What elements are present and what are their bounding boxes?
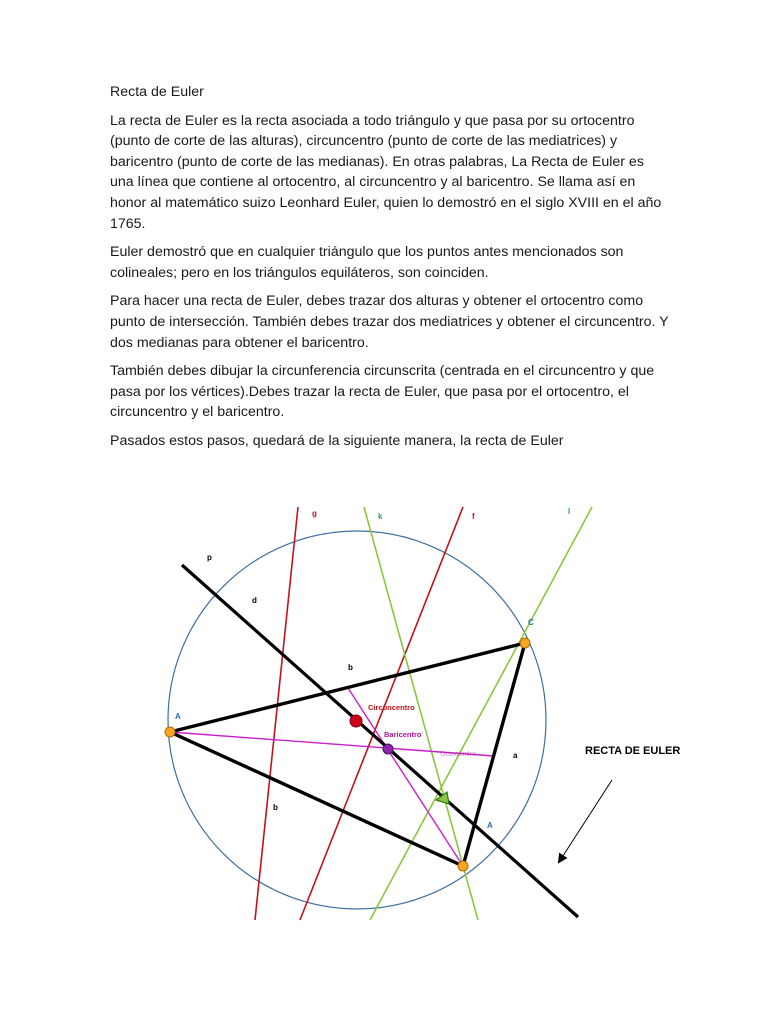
vertex-a-point xyxy=(165,727,175,737)
centroid-point xyxy=(383,744,393,754)
document-title: Recta de Euler xyxy=(110,84,204,100)
vertex-label-a2: A xyxy=(487,821,493,830)
label-p: p xyxy=(207,553,212,562)
paragraph-4: También debes dibujar la circunferencia circunscrita (centrada en el circuncentro y que pasa por los vértices).Debes trazar la recta de Euler, que pasa por el ortocentro, el circuncentro y el baricentro. xyxy=(110,363,655,421)
label-k: k xyxy=(378,512,383,521)
side-label-b-bottom: b xyxy=(273,803,278,812)
vertex-label-a: A xyxy=(175,712,181,721)
vertex-label-c: C xyxy=(528,618,534,627)
vertex-3-point xyxy=(458,861,468,871)
callout-arrow xyxy=(559,780,612,862)
paragraph-1: La recta de Euler es la recta asociada a todo triángulo y que pasa por su ortocentro (punto de corte de las alturas), circuncentro (punto de corte de las mediatrices) y baricentro (punto de corte de las medianas). En otras palabras, La Recta de Euler es una línea que contiene al ortocentro, al circuncentro y al baricentro. Se llama así en honor al matemático suizo Leonhard Euler, quien lo demostró en el siglo XVIII en el año 1765. xyxy=(110,112,662,232)
altitude-l xyxy=(370,507,592,920)
centroid-label: Baricentro xyxy=(384,730,422,739)
label-g: g xyxy=(312,509,317,518)
label-f: f xyxy=(472,512,475,521)
euler-line xyxy=(182,565,578,917)
side-label-b-top: b xyxy=(348,663,353,672)
vertex-c-point xyxy=(520,638,530,648)
paragraph-3: Para hacer una recta de Euler, debes trazar dos alturas y obtener el ortocentro como punto de intersección. También debes trazar dos mediatrices y obtener el circuncentro. Y dos medianas para obtener el baricentro. xyxy=(110,293,669,351)
label-d: d xyxy=(252,596,257,605)
orthocenter-label: Ortocentro xyxy=(440,751,477,758)
paragraph-2: Euler demostró que en cualquier triángulo que los puntos antes mencionados son colineales; pero en los triángulos equiláteros, son coinciden. xyxy=(110,244,624,281)
euler-line-callout: RECTA DE EULER xyxy=(585,745,681,757)
perpendicular-bisector-g xyxy=(255,507,298,920)
circumcenter-label: Circuncentro xyxy=(368,703,415,712)
paragraph-5: Pasados estos pasos, quedará de la siguiente manera, la recta de Euler xyxy=(110,432,564,449)
label-l: l xyxy=(568,507,571,516)
side-label-a: a xyxy=(513,751,518,760)
circumcenter-point xyxy=(350,715,362,727)
